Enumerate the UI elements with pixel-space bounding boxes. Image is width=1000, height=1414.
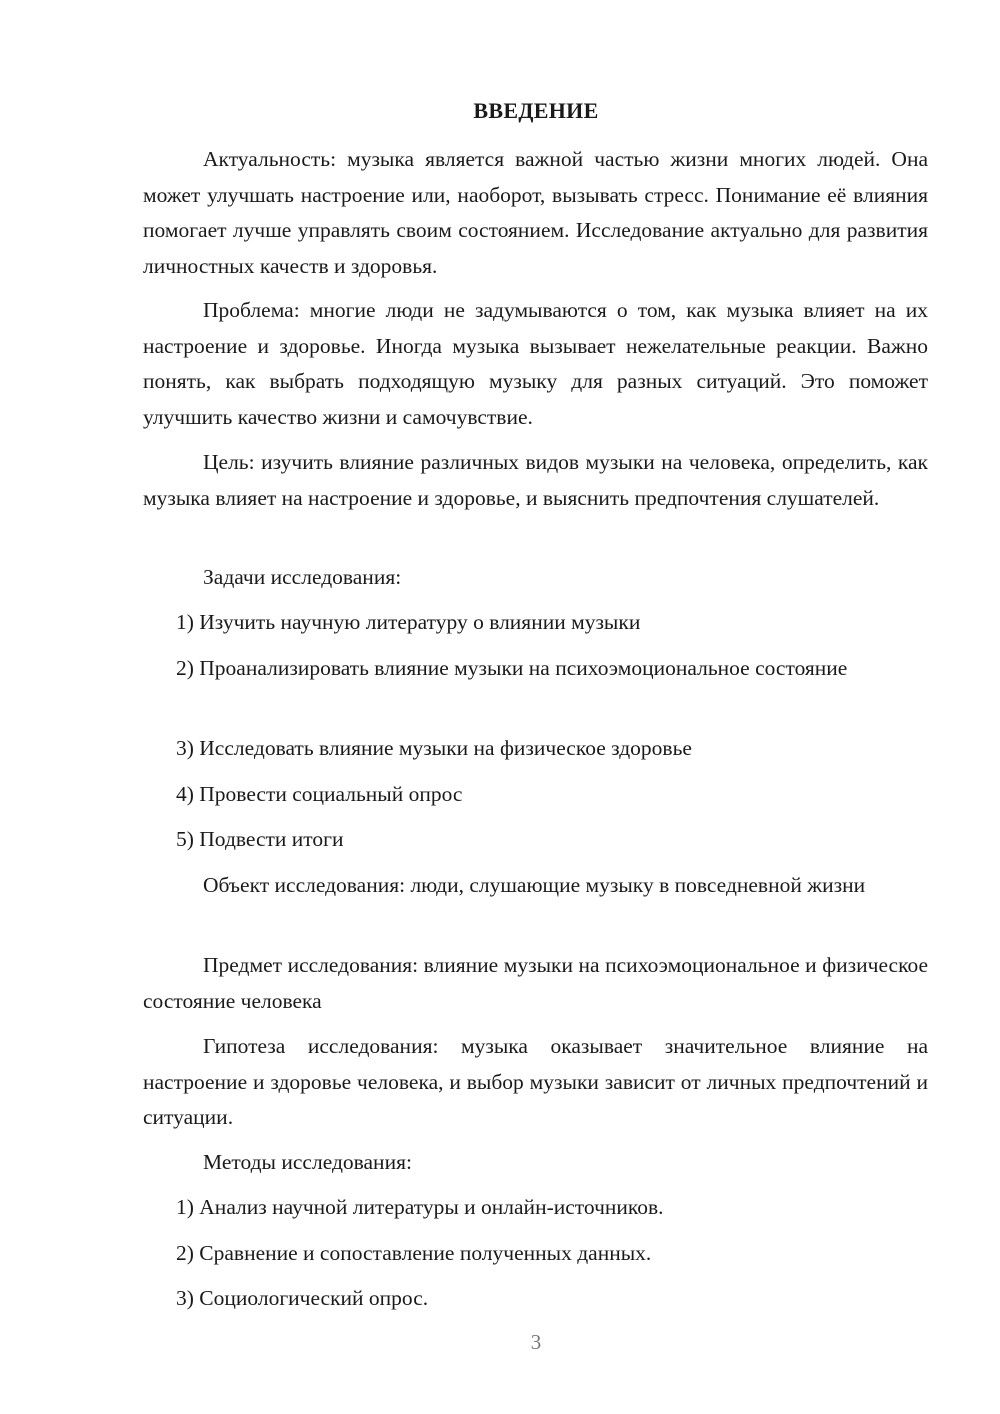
paragraph-problem: Проблема: многие люди не задумываются о том, как музыка влияет на их настроение и здоровье. Иногда музыка вызывает нежелательные реакции. Важно понять, как выбрать подходящую музыку для разных ситуаций. Это поможет улучшить качество жизни и самочувствие.: [143, 298, 928, 429]
method-item: 2) Сравнение и сопоставление полученных данных.: [176, 1241, 652, 1265]
methods-title: Методы исследования:: [203, 1150, 412, 1174]
task-item: 1) Изучить научную литературу о влиянии музыки: [176, 610, 641, 634]
paragraph-subject: Предмет исследования: влияние музыки на психоэмоциональное и физическое состояние человека: [143, 953, 928, 1013]
method-item: 1) Анализ научной литературы и онлайн-источников.: [176, 1195, 664, 1219]
page-number: 3: [530, 1330, 542, 1354]
paragraph-relevance: Актуальность: музыка является важной частью жизни многих людей. Она может улучшать настроение или, наоборот, вызывать стресс. Понимание её влияния помогает лучше управлять своим состоянием. Исследование актуально для развития личностных качеств и здоровья.: [143, 147, 928, 278]
paragraph-hypothesis: Гипотеза исследования: музыка оказывает значительное влияние на настроение и здоровье человека, и выбор музыки зависит от личных предпочтений и ситуации.: [143, 1034, 928, 1129]
page-title: ВВЕДЕНИЕ: [473, 98, 599, 123]
task-item: 2) Проанализировать влияние музыки на психоэмоциональное состояние: [176, 656, 848, 680]
task-item: 4) Провести социальный опрос: [176, 782, 463, 806]
tasks-title: Задачи исследования:: [203, 565, 402, 589]
task-item: 3) Исследовать влияние музыки на физическое здоровье: [176, 736, 692, 760]
paragraph-goal: Цель: изучить влияние различных видов музыки на человека, определить, как музыка влияет на настроение и здоровье, и выяснить предпочтения слушателей.: [143, 450, 928, 510]
method-item: 3) Социологический опрос.: [176, 1286, 429, 1310]
task-item: 5) Подвести итоги: [176, 827, 344, 851]
paragraph-object: Объект исследования: люди, слушающие музыку в повседневной жизни: [203, 873, 866, 897]
